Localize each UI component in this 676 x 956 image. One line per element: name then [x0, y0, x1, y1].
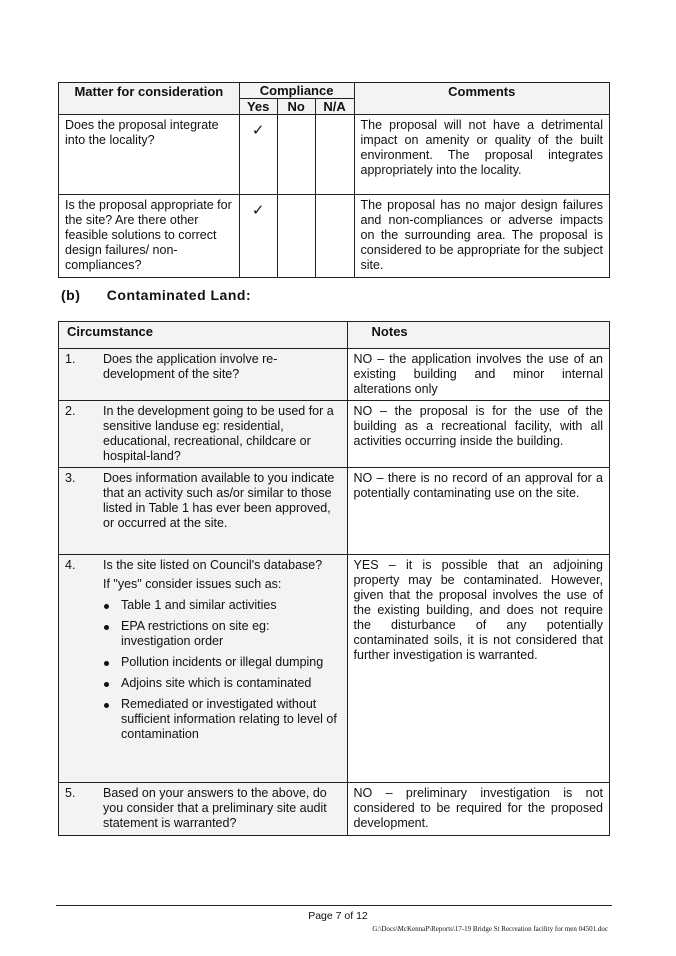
circumstance-text: Does information available to you indicate that an activity such as/or similar to those listed in Table 1 has ever been approved, or occurred at the site. — [103, 471, 335, 530]
row-number: 2. — [65, 404, 76, 418]
header-notes: Notes — [347, 322, 609, 349]
circumstance-text: Does the application involve re-development of the site? — [103, 352, 278, 381]
header-no: No — [277, 99, 315, 115]
circumstance-text: In the development going to be used for a sensitive landuse eg: residential, educational, recreational, childcare or hospital-land? — [103, 404, 334, 463]
issues-list — [103, 598, 341, 742]
circumstance-subtext: If "yes" consider issues such as: — [103, 577, 282, 591]
na-cell — [315, 195, 354, 278]
notes-cell: NO – the application involves the use of an existing building and minor internal alterations only — [347, 349, 609, 401]
header-yes: Yes — [239, 99, 277, 115]
row-number: 1. — [65, 352, 76, 366]
bullet-icon — [104, 625, 109, 630]
circumstance-text: Based on your answers to the above, do you consider that a preliminary site audit statement is warranted? — [103, 786, 327, 830]
table-row — [59, 115, 610, 195]
matter-cell: Is the proposal appropriate for the site? Are there other feasible solutions to correct design failures/ non-compliances? — [59, 195, 240, 278]
header-comments: Comments — [354, 83, 609, 115]
section-label: (b) — [61, 287, 81, 303]
bullet-icon — [104, 703, 109, 708]
table-row — [59, 349, 610, 401]
page-number: Page 7 of 12 — [308, 910, 368, 922]
bullet-icon — [104, 682, 109, 687]
row-number: 5. — [65, 786, 76, 800]
list-item: Table 1 and similar activities — [103, 598, 341, 613]
list-item: Remediated or investigated without sufficient information relating to level of contamination — [103, 697, 341, 742]
no-cell — [277, 195, 315, 278]
list-item: Pollution incidents or illegal dumping — [103, 655, 341, 670]
compliance-table — [58, 82, 610, 278]
contaminated-land-table — [58, 321, 610, 836]
notes-cell: YES – it is possible that an adjoining property may be contaminated. However, given that the proposal involves the use of the existing building, and does not require the disturbance of any potentially contaminated soils, it is not considered that further investigation is warranted. — [347, 555, 609, 783]
list-item: EPA restrictions on site eg: investigation order — [103, 619, 341, 649]
row-number: 3. — [65, 471, 76, 485]
notes-cell: NO – there is no record of an approval for a potentially contaminating use on the site. — [347, 468, 609, 555]
table-row — [59, 401, 610, 468]
table-row — [59, 783, 610, 836]
notes-cell: NO – the proposal is for the use of the building as a recreational facility, with all activities occurring inside the building. — [347, 401, 609, 468]
header-matter: Matter for consideration — [59, 83, 240, 115]
header-compliance: Compliance — [239, 83, 354, 99]
notes-cell: NO – preliminary investigation is not considered to be required for the proposed development. — [347, 783, 609, 836]
no-cell — [277, 115, 315, 195]
circumstance-text: Is the site listed on Council's database? — [103, 558, 323, 572]
file-path: G:\Docs\McKennaP\Reports\17-19 Bridge St Recreation facility for men 04501.doc — [372, 925, 608, 933]
section-title: Contaminated Land: — [106, 287, 252, 303]
footer-rule — [56, 905, 612, 906]
yes-check: ✓ — [239, 115, 277, 195]
bullet-icon — [104, 604, 109, 609]
bullet-icon — [104, 661, 109, 666]
table-row — [59, 468, 610, 555]
comment-cell: The proposal will not have a detrimental impact on amenity or quality of the built environment. The proposal integrates appropriately into the locality. — [354, 115, 609, 195]
comment-cell: The proposal has no major design failures and non-compliances or adverse impacts on the surrounding area. The proposal is considered to be appropriate for the subject site. — [354, 195, 609, 278]
header-circumstance: Circumstance — [59, 322, 348, 349]
table-row — [59, 195, 610, 278]
table-row — [59, 555, 610, 783]
na-cell — [315, 115, 354, 195]
matter-cell: Does the proposal integrate into the locality? — [59, 115, 240, 195]
list-item: Adjoins site which is contaminated — [103, 676, 341, 691]
section-heading — [61, 287, 251, 303]
yes-check: ✓ — [239, 195, 277, 278]
row-number: 4. — [65, 558, 76, 572]
header-na: N/A — [315, 99, 354, 115]
